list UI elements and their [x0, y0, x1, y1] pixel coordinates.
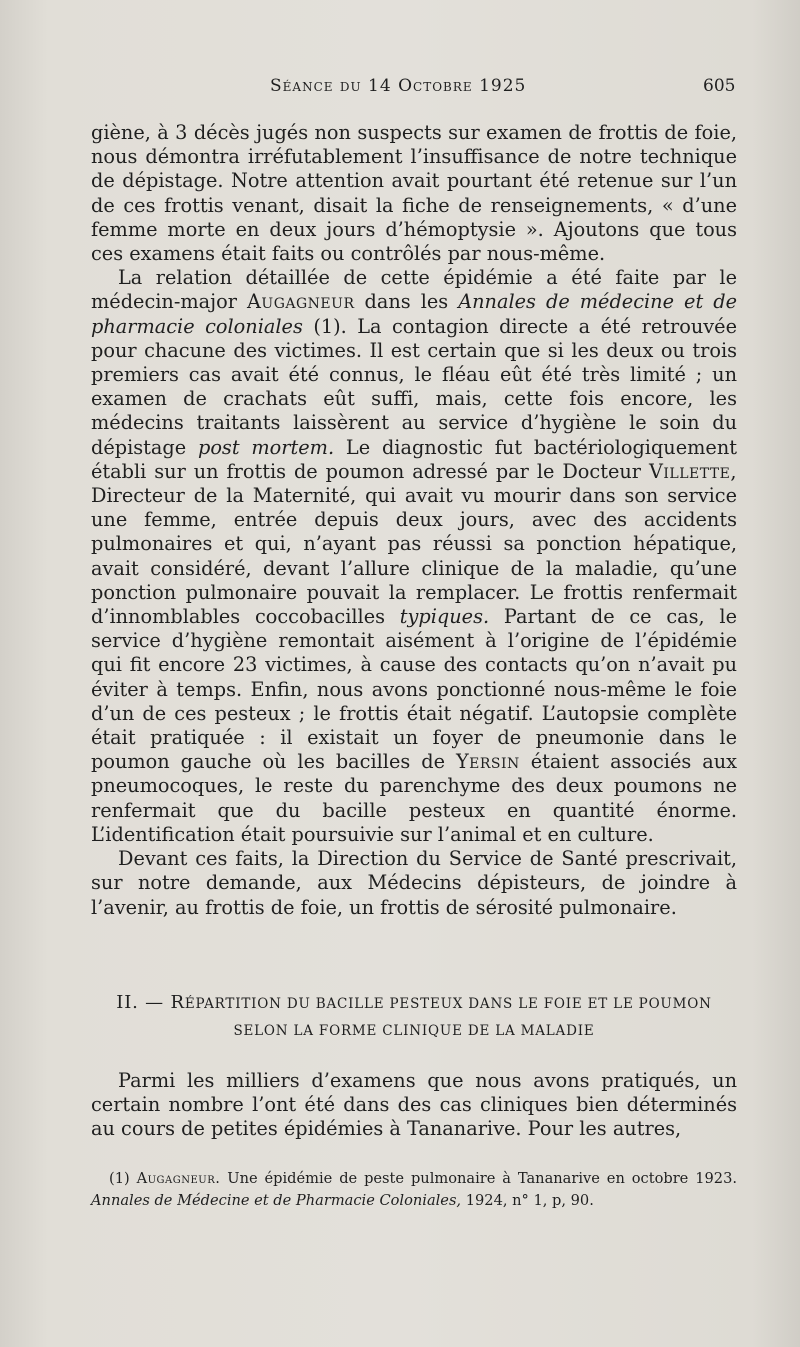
body-text	[91, 121, 737, 920]
section-title-line-1: ÉPARTITION DU BACILLE PESTEUX DANS LE FOIE ET LE POUMON	[184, 996, 712, 1012]
p2-text-a: La relation détaillée de cette épidémie a été faite par le médecin-major	[91, 266, 737, 314]
author-augagneur: Augagneur	[246, 290, 355, 314]
paragraph-2	[91, 266, 737, 847]
author-yersin: Yersin	[455, 750, 520, 774]
section-number: II.	[116, 992, 139, 1013]
footnote	[91, 1168, 737, 1212]
section-dash: —	[138, 992, 171, 1013]
footnote-journal: Annales de Médecine et de Pharmacie Coloniales,	[91, 1192, 462, 1209]
p2-text-g: étaient associés aux pneumocoques, le reste du parenchyme des deux poumons ne renfermait que du bacille pesteux en quantité énorme. L’identification était poursuivie sur l’animal et en culture.	[91, 750, 737, 846]
footnote-reference: 1924, n° 1, p, 90.	[461, 1192, 594, 1209]
author-villette: Villette,	[648, 459, 737, 483]
section-heading-line-1	[91, 989, 737, 1018]
section-title-line-2: SELON LA FORME CLINIQUE DE LA MALADIE	[233, 1023, 595, 1039]
p2-text-b: dans les	[354, 290, 459, 314]
post-mortem: post mortem.	[197, 435, 335, 459]
section-initial: R	[170, 992, 185, 1013]
p2-text-e: Directeur de la Maternité, qui avait vu mourir dans son service une femme, entrée depuis deux jours, avec des accidents pulmonaires et qui, n’ayant pas réussi sa ponction hépatique, avait considéré, devant l’allure clinique de la maladie, qu’une ponction pulmonaire pouvait la remplacer. Le frottis renfermait d’innomblables coccobacilles	[91, 484, 737, 629]
page-number: 605	[703, 76, 736, 96]
p2-text-d: Le diagnostic fut bactériologiquement établi sur un frottis de poumon adressé par le Docteur	[91, 435, 737, 483]
footnote-marker: (1)	[109, 1170, 137, 1187]
footnote-author: Augagneur.	[136, 1170, 221, 1187]
section-paragraph-text: Parmi les milliers d’examens que nous avons pratiqués, un certain nombre l’ont été dans des cas cliniques bien déterminés au cours de petites épidémies à Tananarive. Pour les autres,	[91, 1069, 737, 1141]
header-title: Séance du 14 Octobre 1925	[270, 76, 527, 96]
paragraph-3: Devant ces faits, la Direction du Service de Santé prescrivait, sur notre demande, aux Médecins dépisteurs, de joindre à l’avenir, au frottis de foie, un frottis de sérosité pulmonaire.	[91, 847, 737, 919]
paragraph-1: giène, à 3 décès jugés non suspects sur examen de frottis de foie, nous démontra irréfutablement l’insuffisance de notre technique de dépistage. Notre attention avait pourtant été retenue sur l’un de ces frottis venant, disait la fiche de renseignements, « d’une femme morte en deux jours d’hémoptysie ». Ajoutons que tous ces examens était faits ou contrôlés par nous-même.	[91, 121, 737, 266]
p2-text-f: Partant de ce cas, le service d’hygiène remontait aisément à l’origine de l’épidémie qui fit encore 23 victimes, à cause des contacts qu’on n’avait pu éviter à temps. Enfin, nous avons ponctionné nous-même le foie d’un de ces pesteux ; le frottis était négatif. L’autopsie complète était pratiquée : il existait un foyer de pneumonie dans le poumon gauche où les bacilles de	[91, 605, 738, 774]
running-header	[0, 76, 800, 106]
section-paragraph	[91, 1069, 737, 1142]
footnote-text: Une épidémie de peste pulmonaire à Tananarive en octobre 1923.	[220, 1170, 737, 1187]
section-heading	[91, 989, 737, 1045]
journal-title: Annales de médecine et de pharmacie coloniales	[91, 290, 737, 338]
typiques: typiques.	[399, 605, 490, 629]
p2-text-c: (1). La contagion directe a été retrouvée pour chacune des victimes. Il est certain que si les deux ou trois premiers cas avait été connus, le fléau eût été très limité ; un examen de crachats eût suffi, mais, cette fois encore, les médecins traitants laissèrent au service d’hygiène le soin du dépistage	[91, 314, 737, 459]
